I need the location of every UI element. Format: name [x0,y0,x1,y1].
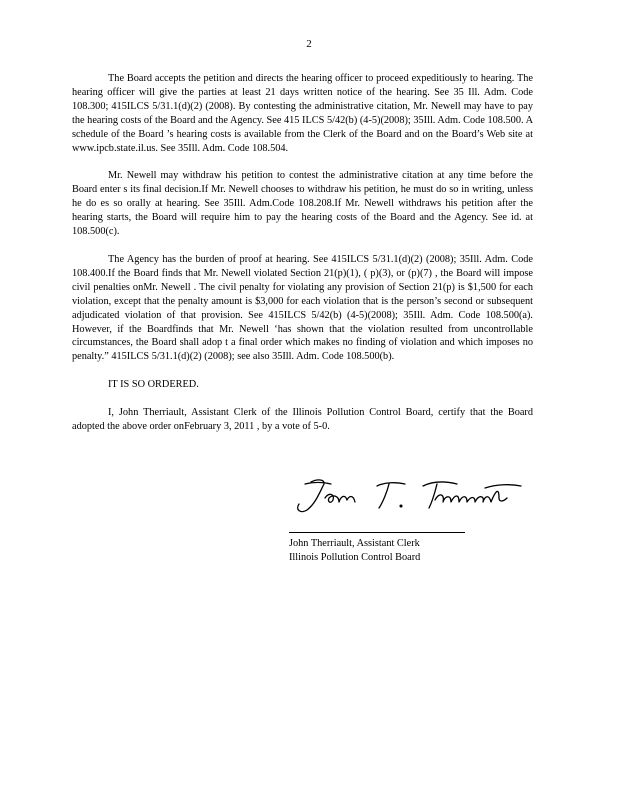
paragraph-hearing: The Board accepts the petition and directs the hearing officer to proceed expeditiously to hearing. The hearing officer will give the parties at least 21 days written notice of the hearing. See 35 Ill. Adm. Code 108.300; 415ILCS 5/31.1(d)(2) (2008). By contesting the administrative citation, Mr. Newell may have to pay the hearing costs of the Board and the Agency. See 415 ILCS 5/42(b) (4-5)(2008); 35Ill. Adm. Code 108.500. A schedule of the Board ’s hearing costs is available from the Clerk of the Board and on the Board’s Web site at www.ipcb.state.il.us. See 35Ill. Adm. Code 108.504. [72,73,533,154]
page-number: 2 [306,38,312,50]
order-body [72,72,533,434]
paragraph-withdrawal: Mr. Newell may withdraw his petition to contest the administrative citation at any time before the Board enter s its final decision.If Mr. Newell chooses to withdraw his petition, he must do so in writing, unless he do es so orally at hearing. See 35Ill. Adm.Code 108.208.If Mr. Newell withdraws his petition after the hearing starts, the Board will require him to pay the hearing costs of the Board and the Agency. See id. at 108.500(c). [72,170,533,238]
paragraph-burden-of-proof: The Agency has the burden of proof at hearing. See 415ILCS 5/31.1(d)(2) (2008); 35Ill. Adm. Code 108.400.If the Board finds that Mr. Newell violated Section 21(p)(1), ( p)(3), or (p)(7) , the Board will impose civil penalties onMr. Newell . The civil penalty for violating any provision of Section 21(p) is $1,500 for each violation, except that the penalty amount is $3,000 for each violation that is the person’s second or subsequent adjudicated violation of that provision. See 415ILCS 5/42(b) (4-5)(2008); 35Ill. Adm. Code 108.500(a). However, if the Boardfinds that Mr. Newell ‘has shown that the violation resulted from uncontrollable circumstances, the Board shall adop t a final order which makes no finding of violation and which imposes no penalty.” 415ILCS 5/31.1(d)(2) (2008); see also 35Ill. Adm. Code 108.500(b). [72,253,533,363]
handwritten-signature [289,472,469,520]
clerk-certification: I, John Therriault, Assistant Clerk of the Illinois Pollution Control Board, certify that the Board adopted the above order onFebruary 3, 2011 , by a vote of 5-0. [72,407,533,433]
signature-line [289,532,465,533]
signatory-organization: Illinois Pollution Control Board [289,551,421,563]
so-ordered: IT IS SO ORDERED. [108,379,199,391]
signatory-name-title: John Therriault, Assistant Clerk [289,538,420,549]
signature-scribble [289,472,529,520]
signatory-block [289,537,420,564]
